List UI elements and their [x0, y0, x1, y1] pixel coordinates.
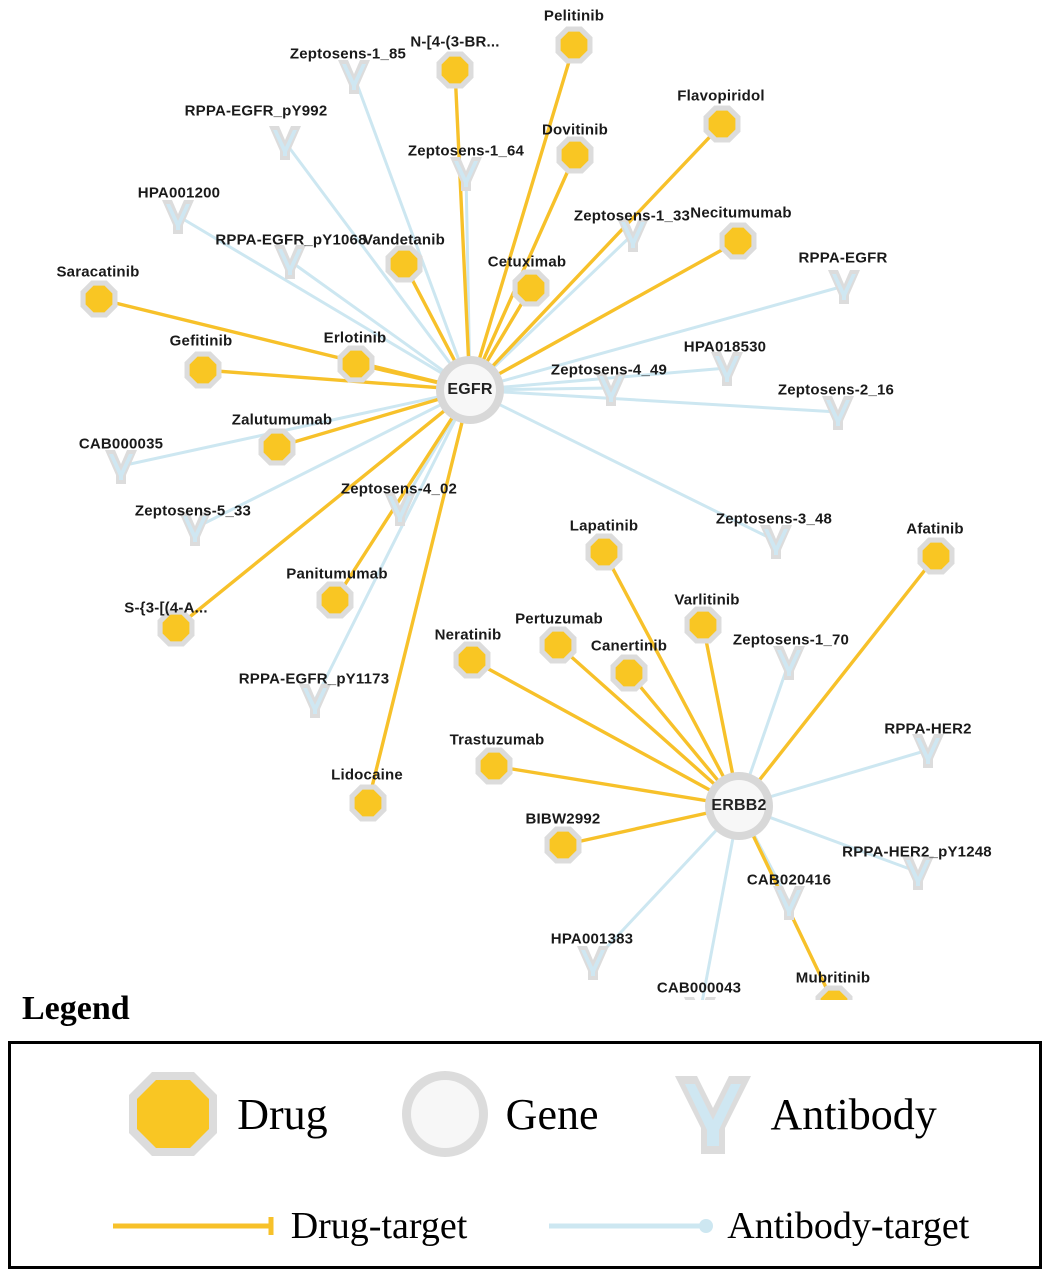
legend-item-antibody: [669, 1068, 937, 1160]
drug-node-label: Erlotinib: [323, 329, 387, 347]
drug-node[interactable]: [816, 986, 853, 1001]
legend-item-drug-target: [111, 1204, 468, 1248]
antibody-node[interactable]: [577, 946, 609, 980]
drug-node[interactable]: [454, 642, 491, 679]
antibody-node[interactable]: [299, 684, 331, 718]
drug-node[interactable]: [685, 607, 722, 644]
drug-node-label: Neratinib: [434, 626, 502, 644]
drug-node[interactable]: [386, 246, 423, 283]
antibody-node-label: CAB000035: [78, 435, 164, 453]
drug-node-label: Zalutumumab: [231, 411, 333, 429]
legend-label-drug-target: Drug-target: [290, 1205, 468, 1247]
antibody-target-edge-icon: [547, 1214, 717, 1238]
drug-node[interactable]: [704, 106, 741, 143]
drug-node-label: S-{3-[(4-A...: [124, 599, 208, 617]
legend-label-antibody: Antibody: [770, 1089, 937, 1139]
drug-node-label: Pelitinib: [543, 7, 605, 25]
legend-edge-types: [11, 1186, 1039, 1266]
drug-node[interactable]: [557, 137, 594, 174]
antibody-node[interactable]: [822, 396, 854, 430]
drug-node-label: Mubritinib: [795, 969, 871, 987]
drug-node[interactable]: [81, 281, 118, 318]
antibody-node-label: RPPA-EGFR_pY992: [184, 102, 328, 120]
antibody-node[interactable]: [105, 450, 137, 484]
drug-node[interactable]: [545, 827, 582, 864]
drug-node[interactable]: [586, 534, 623, 571]
antibody-node-label: CAB000043: [656, 979, 742, 997]
antibody-node-label: Zeptosens-4_02: [340, 480, 458, 498]
drug-node[interactable]: [259, 429, 296, 466]
antibody-node[interactable]: [902, 856, 934, 890]
legend-title: Legend: [22, 990, 130, 1027]
drug-node[interactable]: [317, 582, 354, 619]
antibody-icon: [669, 1068, 757, 1160]
antibody-node[interactable]: [912, 734, 944, 768]
antibody-node-label: Zeptosens-5_33: [134, 502, 252, 520]
drug-node[interactable]: [437, 52, 474, 89]
legend-box: [8, 1041, 1042, 1269]
antibody-node-label: Zeptosens-1_70: [732, 631, 850, 649]
antibody-node-label: RPPA-HER2_pY1248: [842, 843, 992, 861]
antibody-node-label: HPA018530: [683, 338, 767, 356]
antibody-node-label: Zeptosens-4_49: [550, 361, 668, 379]
drug-node-label: Flavopiridol: [677, 87, 765, 105]
drug-target-edge: [739, 556, 936, 806]
legend-label-gene: Gene: [505, 1089, 599, 1139]
drug-node[interactable]: [338, 346, 375, 383]
drug-node-label: Varlitinib: [674, 591, 740, 609]
legend-item-drug: [123, 1066, 327, 1162]
legend-item-gene: [398, 1067, 599, 1161]
drug-node-label: Lapatinib: [569, 517, 639, 535]
legend-label-drug: Drug: [237, 1089, 328, 1139]
antibody-node-label: Zeptosens-3_48: [715, 510, 833, 528]
drug-node[interactable]: [556, 27, 593, 64]
antibody-node[interactable]: [274, 245, 306, 279]
antibody-node-label: CAB020416: [746, 871, 832, 889]
drug-node[interactable]: [185, 352, 222, 389]
legend-node-types: [11, 1044, 1039, 1184]
antibody-node[interactable]: [162, 200, 194, 234]
gene-node-label: EGFR: [447, 381, 493, 398]
antibody-node-label: RPPA-HER2: [884, 720, 972, 738]
drug-node[interactable]: [476, 748, 513, 785]
drug-node-label: Saracatinib: [56, 263, 140, 281]
drug-node[interactable]: [720, 223, 757, 260]
drug-node[interactable]: [540, 627, 577, 664]
drug-node-label: Panitumumab: [286, 565, 388, 583]
drug-node-label: Pertuzumab: [515, 610, 603, 628]
antibody-node[interactable]: [338, 60, 370, 94]
antibody-node-label: HPA001383: [550, 930, 634, 948]
drug-target-edge-icon: [111, 1214, 281, 1238]
antibody-node[interactable]: [773, 886, 805, 920]
antibody-node-label: RPPA-EGFR_pY1068: [215, 231, 367, 249]
antibody-node-label: Zeptosens-1_64: [407, 142, 525, 160]
gene-icon: [398, 1067, 492, 1161]
drug-node[interactable]: [513, 270, 550, 307]
gene-node-label: ERBB2: [711, 797, 767, 814]
drug-node[interactable]: [350, 785, 387, 822]
antibody-node-label: Zeptosens-1_85: [289, 45, 407, 63]
antibody-node-label: HPA001200: [137, 184, 221, 202]
antibody-node[interactable]: [684, 997, 716, 1000]
drug-node-label: Trastuzumab: [449, 731, 545, 749]
antibody-node-label: RPPA-EGFR_pY1173: [238, 670, 390, 688]
drug-node-label: Dovitinib: [542, 121, 608, 139]
antibody-node[interactable]: [450, 157, 482, 191]
drug-icon: [123, 1066, 223, 1162]
drug-node-label: Afatinib: [906, 520, 964, 538]
legend-label-antibody-target: Antibody-target: [727, 1205, 970, 1247]
drug-node[interactable]: [611, 655, 648, 692]
drug-node-label: Lidocaine: [331, 766, 403, 784]
antibody-node-label: RPPA-EGFR: [798, 249, 888, 267]
antibody-node-label: Zeptosens-1_33: [573, 207, 691, 225]
drug-node-label: Vandetanib: [362, 231, 446, 249]
drug-node-label: Cetuximab: [487, 253, 567, 271]
drug-node-label: N-[4-(3-BR...: [410, 33, 500, 51]
drug-node[interactable]: [918, 538, 955, 575]
antibody-node[interactable]: [828, 270, 860, 304]
drug-node-label: Necitumumab: [690, 204, 792, 222]
drug-node-label: Canertinib: [590, 637, 668, 655]
drug-node-label: Gefitinib: [169, 332, 233, 350]
drug-node-label: BIBW2992: [525, 810, 601, 828]
legend-item-antibody-target: [547, 1204, 969, 1248]
antibody-node-label: Zeptosens-2_16: [777, 381, 895, 399]
antibody-node[interactable]: [760, 525, 792, 559]
antibody-node[interactable]: [773, 646, 805, 680]
antibody-target-edge: [315, 390, 470, 700]
